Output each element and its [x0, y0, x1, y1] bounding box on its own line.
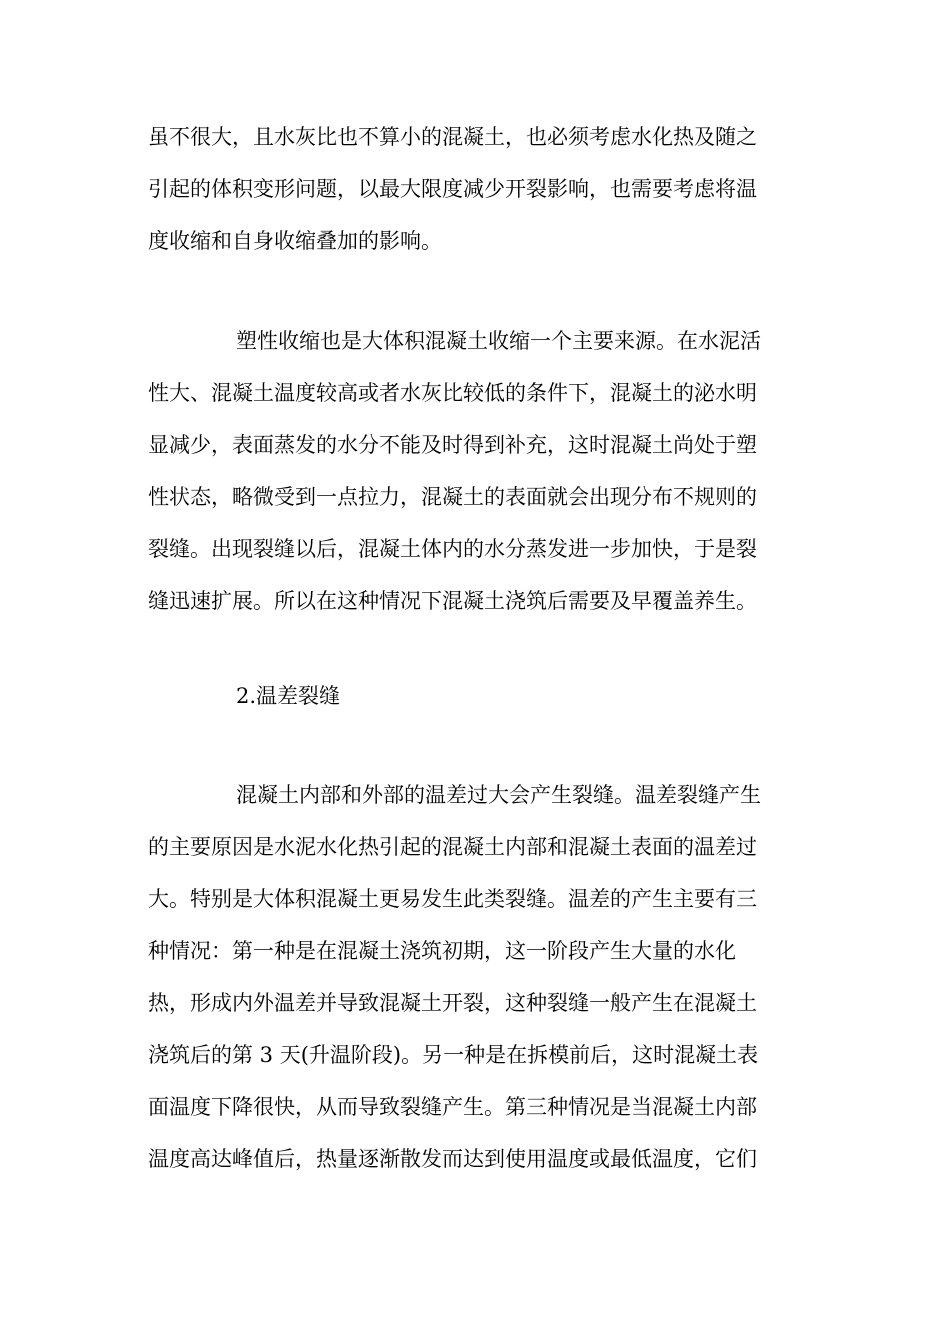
text-line: 浇筑后的第 3 天(升温阶段)。另一种是在拆模前后，这时混凝土表: [148, 1043, 759, 1067]
paragraph-hydration-heat: [148, 111, 800, 267]
text-line: 性大、混凝土温度较高或者水灰比较低的条件下，混凝土的泌水明: [148, 381, 757, 405]
text-line: 性状态，略微受到一点拉力，混凝土的表面就会出现分布不规则的: [148, 485, 757, 509]
section-heading-temperature-cracks: [148, 670, 800, 722]
text-line: 缝迅速扩展。所以在这种情况下混凝土浇筑后需要及早覆盖养生。: [148, 589, 757, 613]
paragraph-temperature-difference: [148, 769, 800, 1185]
text-line: 混凝土内部和外部的温差过大会产生裂缝。温差裂缝产生: [236, 783, 761, 807]
text-line: 面温度下降很快，从而导致裂缝产生。第三种情况是当混凝土内部: [148, 1095, 757, 1119]
text-line: 种情况：第一种是在混凝土浇筑初期，这一阶段产生大量的水化: [148, 939, 736, 963]
text-line: 的主要原因是水泥水化热引起的混凝土内部和混凝土表面的温差过: [148, 835, 757, 859]
text-line: 裂缝。出现裂缝以后，混凝土体内的水分蒸发进一步加快，于是裂: [148, 537, 757, 561]
text-line: 热，形成内外温差并导致混凝土开裂，这种裂缝一般产生在混凝土: [148, 991, 757, 1015]
text-line: 大。特别是大体积混凝土更易发生此类裂缝。温差的产生主要有三: [148, 887, 757, 911]
text-line: 虽不很大，且水灰比也不算小的混凝土，也必须考虑水化热及随之: [148, 125, 757, 149]
section-heading: 2.温差裂缝: [236, 684, 341, 708]
text-line: 引起的体积变形问题，以最大限度减少开裂影响，也需要考虑将温: [148, 177, 757, 201]
text-line: 显减少，表面蒸发的水分不能及时得到补充，这时混凝土尚处于塑: [148, 433, 757, 457]
text-line: 温度高达峰值后，热量逐渐散发而达到使用温度或最低温度，它们: [148, 1147, 757, 1171]
text-line: 度收缩和自身收缩叠加的影响。: [148, 229, 442, 253]
paragraph-plastic-shrinkage: [148, 315, 800, 627]
text-line: 塑性收缩也是大体积混凝土收缩一个主要来源。在水泥活: [236, 329, 761, 353]
